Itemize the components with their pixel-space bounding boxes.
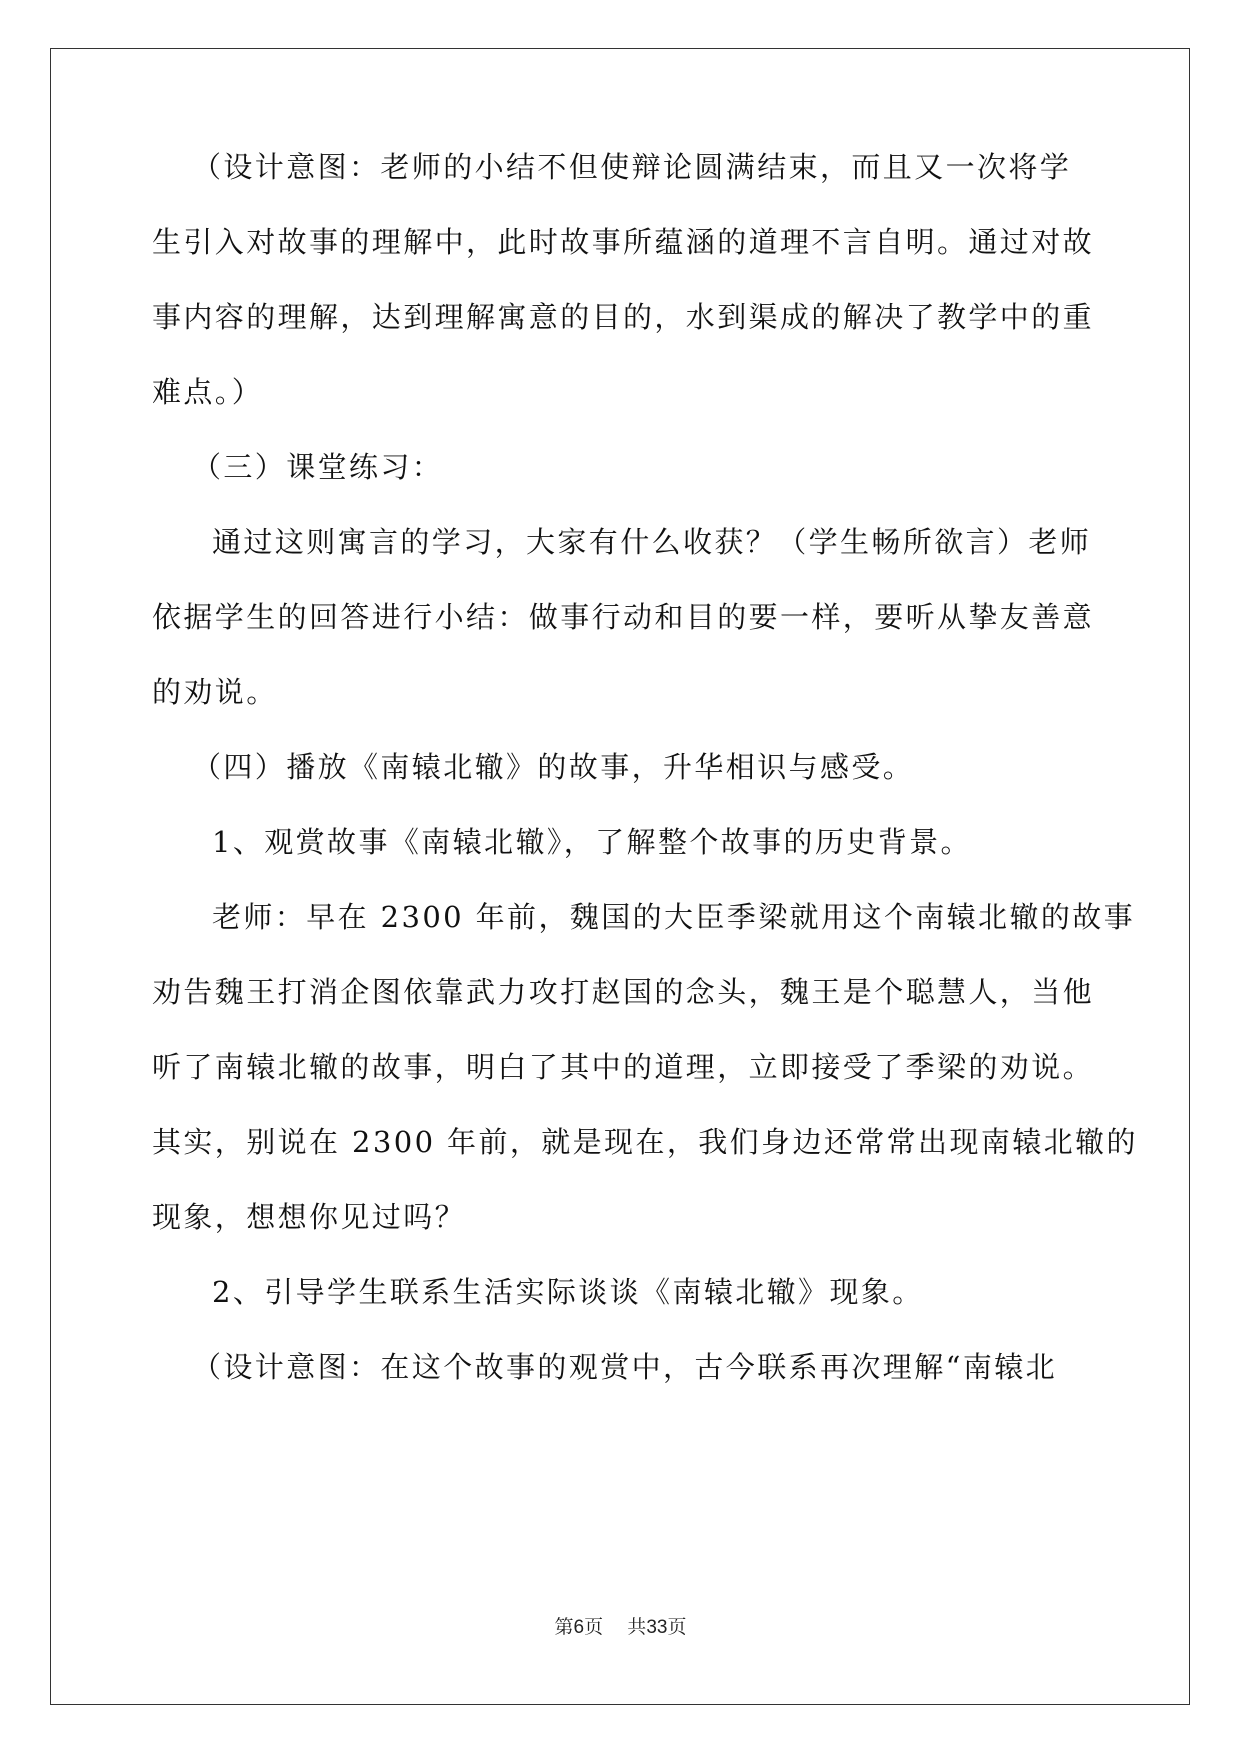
- paragraph-line: 1、观赏故事《南辕北辙》，了解整个故事的历史背景。: [212, 825, 972, 859]
- footer-total-unit: 页: [667, 1616, 687, 1638]
- paragraph-line: 事内容的理解，达到理解寓意的目的，水到渠成的解决了教学中的重: [152, 300, 1095, 334]
- page-number: 6: [573, 1617, 585, 1638]
- paragraph-line: 劝告魏王打消企图依靠武力攻打赵国的念头，魏王是个聪慧人，当他: [152, 975, 1095, 1009]
- section-heading: （三）课堂练习：: [192, 450, 444, 484]
- section-heading: （四）播放《南辕北辙》的故事，升华相识与感受。: [192, 750, 915, 784]
- paragraph-line: 听了南辕北辙的故事，明白了其中的道理，立即接受了季梁的劝说。: [152, 1050, 1095, 1084]
- page-footer: [0, 1612, 1241, 1639]
- total-pages: 33: [646, 1617, 668, 1638]
- paragraph-line: 其实，别说在 2300 年前，就是现在，我们身边还常常出现南辕北辙的: [152, 1125, 1138, 1159]
- paragraph-line: 生引入对故事的理解中，此时故事所蕴涵的道理不言自明。通过对故: [152, 225, 1095, 259]
- paragraph-line: 依据学生的回答进行小结：做事行动和目的要一样，要听从挚友善意: [152, 600, 1095, 634]
- paragraph-line: 通过这则寓言的学习，大家有什么收获？（学生畅所欲言）老师: [212, 525, 1092, 559]
- paragraph-line: 的劝说。: [152, 675, 278, 709]
- footer-page-unit: 页: [584, 1616, 604, 1638]
- paragraph-line: （设计意图：老师的小结不但使辩论圆满结束，而且又一次将学: [192, 150, 1072, 184]
- footer-total-prefix: 共: [627, 1616, 647, 1638]
- paragraph-line: 现象，想想你见过吗？: [152, 1200, 467, 1234]
- footer-prefix: 第: [554, 1616, 574, 1638]
- paragraph-line: 2、引导学生联系生活实际谈谈《南辕北辙》现象。: [212, 1275, 924, 1309]
- paragraph-line: （设计意图：在这个故事的观赏中，古今联系再次理解“南辕北: [192, 1350, 1058, 1384]
- paragraph-line: 难点。）: [152, 375, 264, 409]
- paragraph-line: 老师：早在 2300 年前，魏国的大臣季梁就用这个南辕北辙的故事: [212, 900, 1136, 934]
